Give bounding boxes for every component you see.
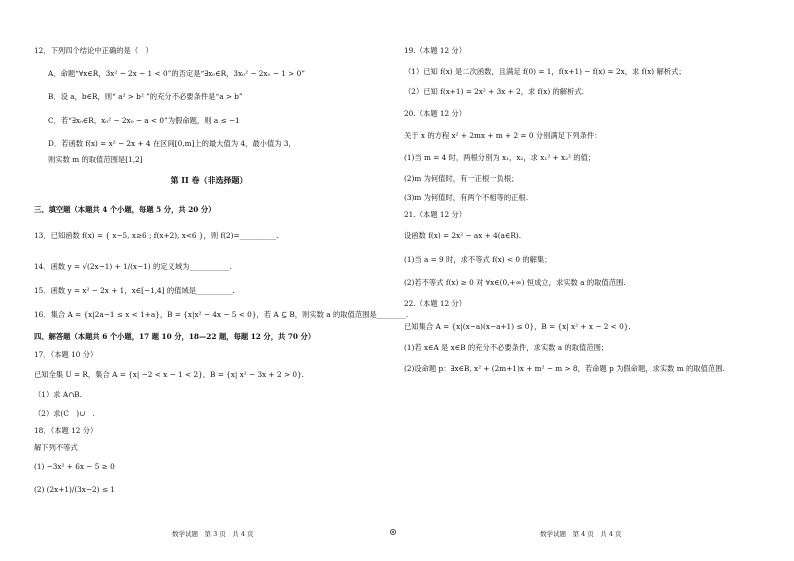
- q21-title: 21.（本题 12 分）: [404, 210, 467, 219]
- q20-part-3: (3)m 为何值时，有两个不相等的正根.: [404, 193, 529, 202]
- q15: 15．函数 y = x² − 2x + 1，x∈[−1,4] 的值域是__________.: [34, 286, 235, 295]
- q12-option-d: D．若函数 f(x) = x² − 2x + 4 在区间[0,m]上的最大值为 4，最小值为 3，: [48, 139, 296, 148]
- binding-hole-icon: [390, 529, 396, 535]
- q22-part-1: (1)若 x∈A 是 x∈B 的充分不必要条件，求实数 a 的取值范围；: [404, 343, 609, 352]
- q12-stem: 12．下列四个结论中正确的是（ ）: [34, 46, 153, 55]
- q18-part-1: (1) −3x² + 6x − 5 ≥ 0: [34, 462, 115, 471]
- q22-stem: 已知集合 A = {x|(x−a)(x−a+1) ≤ 0}，B = {x| x² + x − 2 < 0}.: [404, 322, 631, 331]
- q20-title: 20.（本题 12 分）: [404, 109, 467, 118]
- q20-part-1: (1)当 m = 4 时，两根分别为 x₁，x₂，求 x₁² + x₂² 的值；: [404, 153, 596, 162]
- q19-part-2: （2）已知 f(x+1) = 2x² + 3x + 2，求 f(x) 的解析式.: [404, 87, 585, 96]
- q20-part-2: (2)m 为何值时，有一正根一负根；: [404, 174, 519, 183]
- section-4-heading: 四、解答题（本题共 6 个小题，17 题 10 分，18—22 题，每题 12 分，共 70 分）: [34, 332, 316, 341]
- q19-title: 19.（本题 12 分）: [404, 46, 467, 55]
- q18-stem: 解下列不等式: [34, 443, 78, 452]
- q12-option-c: C．若“∃x₀∈R，x₀² − 2x₀ − a < 0”为假命题，则 a ≤ −1: [48, 116, 240, 125]
- q13: 13．已知函数 f(x) = { x−5, x≥6 ; f(x+2), x<6 }，则 f(2)=__________.: [34, 231, 279, 240]
- q17-part-1: （1）求 A∩B.: [34, 390, 82, 399]
- q22-part-2: (2)设命题 p：∃x∈B, x² + (2m+1)x + m² − m > 8，若命题 p 为假命题，求实数 m 的取值范围.: [404, 364, 725, 373]
- q21-part-1: (1)当 a = 9 时，求不等式 f(x) < 0 的解集；: [404, 255, 552, 264]
- q12-option-b: B．设 a，b∈R，则“ a² > b² ”的充分不必要条件是“a > b”: [48, 92, 243, 101]
- q21-stem: 设函数 f(x) = 2x² − ax + 4(a∈R).: [404, 231, 522, 240]
- q12-option-a: A．命题“∀x∈R，3x² − 2x − 1 < 0”的否定是“∃x₀∈R，3x₀² − 2x₀ − 1 > 0”: [48, 69, 305, 78]
- right-page-footer: 数学试题 第 4 页 共 4 页: [540, 530, 622, 538]
- q18-title: 18．（本题 12 分）: [34, 426, 98, 435]
- section-3-heading: 三、填空题（本题共 4 个小题，每题 5 分，共 20 分）: [34, 205, 216, 214]
- q20-stem: 关于 x 的方程 x² + 2mx + m + 2 = 0 分别满足下列条件：: [404, 131, 602, 140]
- q16: 16．集合 A = {x|2a−1 ≤ x < 1+a}，B = {x|x² − 4x − 5 < 0}，若 A ⊆ B，则实数 a 的取值范围是________.: [34, 310, 409, 319]
- left-page-footer: 数学试题 第 3 页 共 4 页: [172, 530, 254, 538]
- q17-stem: 已知全集 U = R，集合 A = {x| −2 < x − 1 < 2}，B = {x| x² − 3x + 2 > 0}.: [34, 370, 304, 379]
- q21-part-2: (2)若不等式 f(x) ≥ 0 对 ∀x∈(0,+∞) 恒成立，求实数 a 的取值范围.: [404, 278, 626, 287]
- q12-option-d-cont: 则实数 m 的取值范围是[1,2]: [48, 155, 143, 164]
- q22-title: 22.（本题 12 分）: [404, 299, 467, 308]
- q19-part-1: （1）已知 f(x) 是二次函数，且满足 f(0) = 1，f(x+1) − f(x) = 2x，求 f(x) 解析式；: [404, 67, 686, 76]
- q17-part-2: （2）求(C )∪ .: [34, 409, 95, 418]
- q14: 14．函数 y = √(2x−1) + 1/(x−1) 的定义域为___________.: [34, 262, 232, 271]
- q17-title: 17．（本题 10 分）: [34, 350, 98, 359]
- volume-2-title: 第 II 卷（非选择题）: [170, 175, 248, 185]
- q18-part-2: (2) (2x+1)/(3x−2) ≤ 1: [34, 485, 115, 494]
